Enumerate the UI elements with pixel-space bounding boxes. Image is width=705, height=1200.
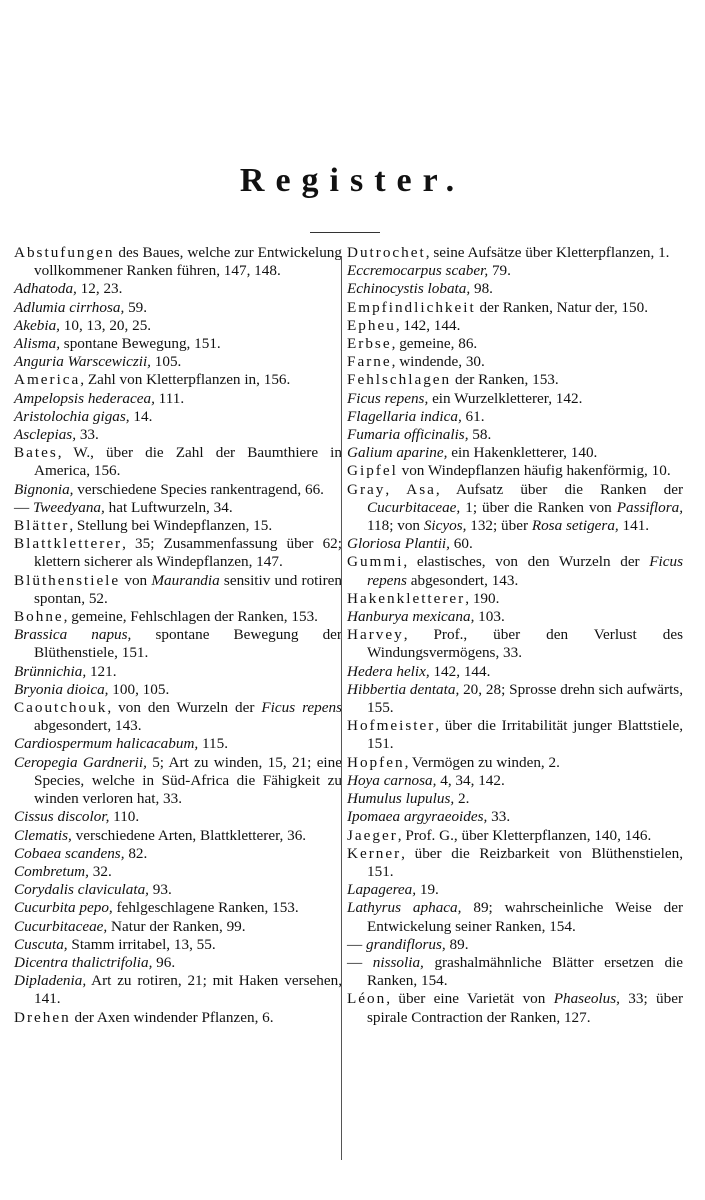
entry-italic-term: Cobaea scandens, [14,844,125,862]
index-entry [14,280,342,298]
entry-italic-term: Ceropegia Gardnerii, [14,753,147,771]
entry-italic-term: Asclepias, [14,426,77,444]
entry-italic-term: Cuscuta, [14,935,68,953]
entry-text: , von den Wurzeln der [107,699,262,717]
entry-headword: Hopfen [347,753,405,771]
index-entry [347,754,683,772]
index-entry [14,881,342,899]
entry-text: , gemeine, 86. [391,335,478,353]
entry-headword: Abstufungen [14,244,115,261]
entry-italic-term: Anguria Warscewiczii, [14,353,151,371]
entry-headword: Bohne [14,608,64,626]
index-entry [347,881,683,899]
entry-italic-term: Brassica napus, [14,626,132,644]
entry-text: 132; über [466,517,532,535]
index-entry [14,808,342,826]
entry-text: , über die Reizbarkeit von Blüthenstielen, 151. [367,844,683,880]
index-entry [347,244,683,262]
index-entry [347,808,683,826]
entry-italic-term: nissolia, [372,953,424,971]
entry-text: von [120,571,152,589]
entry-italic-term: Hedera helix, [347,662,430,680]
title-rule [310,232,380,233]
entry-text: fehlgeschlagene Ranken, 153. [112,899,299,917]
entry-headword: Hofmeister [347,717,436,735]
index-entry [347,371,683,389]
entry-text: grashalmähnliche Blätter ersetzen die Ranken, 154. [367,953,684,990]
index-entry [347,426,683,444]
entry-text: 93. [148,881,172,899]
index-entry [14,426,342,444]
entry-text: , Aufsatz über die Ranken der [435,480,684,498]
index-entry [14,972,342,1008]
entry-text: , 142, 144. [395,316,461,334]
index-entry [14,481,342,499]
entry-italic-term: Adlumia cirrhosa, [14,298,125,316]
index-entry [347,772,683,790]
entry-text: 121. [86,662,117,680]
entry-italic-term: Rosa setigera, [531,517,619,535]
index-entry [347,717,683,753]
entry-italic-term: Ficus repens [367,553,683,589]
index-entry [14,371,342,389]
entry-text: 118; von [367,517,424,535]
entry-italic-term: Maurandia [151,571,220,589]
entry-text: 58. [468,426,492,444]
entry-text: 111. [154,389,185,407]
entry-text: , Prof., über den Verlust des Windungsvermögens, 33. [367,626,683,662]
index-entry [14,408,342,426]
entry-italic-term: Cucurbita pepo, [14,899,113,917]
entry-italic-term: Cardiospermum halicacabum, [14,735,199,753]
entry-headword: Jaeger [347,826,398,844]
entry-text: , [385,480,407,498]
index-entry [347,262,683,280]
entry-italic-term: Aristolochia gigas, [14,407,130,425]
index-column-left [14,244,342,1027]
index-entry [14,899,342,917]
index-entry [14,317,342,335]
index-entry [14,936,342,954]
entry-text: ein Wurzelkletterer, 142. [428,389,583,407]
entry-text: — [14,498,33,516]
index-entry [14,845,342,863]
index-entry [347,899,683,935]
entry-headword: Gummi [347,553,404,571]
index-entry [347,481,683,536]
entry-text: , W., über die Zahl der Baumthiere in America, 156. [34,444,342,480]
entry-italic-term: Cucurbitaceae, [14,917,108,935]
entry-italic-term: Hibbertia dentata, [347,680,460,698]
entry-text: 19. [416,881,439,899]
entry-text: 33. [487,808,511,826]
entry-italic-term: Adhatoda, [14,280,77,298]
entry-headword: Blattkletterer [14,535,123,553]
entry-text: der Ranken, 153. [451,371,559,389]
index-entry [14,499,342,517]
index-entry [347,790,683,808]
entry-text: 105. [150,353,182,371]
index-entry [347,408,683,426]
entry-text: 20, 28; Sprosse drehn sich aufwärts, 155. [367,680,683,717]
entry-italic-term: Cucurbitaceae, [367,498,461,516]
index-entry [14,626,342,662]
entry-text: 10, 13, 20, 25. [59,316,152,334]
entry-italic-term: Alisma, [14,335,60,353]
entry-text: spontane Bewegung, 151. [60,335,221,353]
entry-italic-term: Passiflora, [616,498,683,516]
entry-text: , elastisches, von den Wurzeln der [403,553,650,571]
index-entry [347,990,683,1026]
index-entry [347,827,683,845]
index-entry [14,353,342,371]
entry-italic-term: Tweedyana, [32,498,105,516]
entry-text: 89. [445,935,469,953]
entry-italic-term: Combretum, [14,862,89,880]
entry-headword: Epheu [347,316,396,334]
page-title: Register. [239,162,466,199]
entry-headword: Dutrochet [347,244,426,261]
index-entry [14,1009,342,1027]
entry-text: , über eine Varietät von [386,990,554,1008]
index-column-right [347,244,683,1027]
entry-italic-term: Phaseolus, [553,990,620,1008]
index-entry [347,936,683,954]
entry-text: 5; Art zu winden, 15, 21; eine Species, welche in Süd-Africa die Fähigkeit zu winden verloren hat, 33. [34,753,342,808]
entry-text: des Baues, welche zur Entwickelung vollkommener Ranken führen, 147, 148. [34,244,342,280]
entry-text: 96. [152,953,176,971]
entry-text: 103. [474,608,505,626]
entry-headword: Gipfel [347,462,398,480]
index-entry [14,444,342,480]
index-entry [14,335,342,353]
entry-headword: Harvey [347,626,404,644]
entry-text: 79. [488,262,511,280]
index-entry [347,390,683,408]
entry-text: spontane Bewegung der Blüthenstiele, 151. [34,626,342,662]
entry-text: 110. [109,808,140,826]
entry-text: 89; wahrscheinliche Weise der Entwickelung seiner Ranken, 154. [367,899,684,935]
entry-text: 100, 105. [108,680,170,698]
index-entry [14,918,342,936]
entry-text: hat Luftwurzeln, 34. [104,498,233,516]
entry-italic-term: Dicentra thalictrifolia, [14,953,153,971]
entry-headword: Erbse [347,335,392,353]
entry-text: Art zu rotiren, 21; mit Haken versehen, 141. [34,972,342,1008]
index-entry [14,827,342,845]
entry-text: 14. [129,407,153,425]
index-entry [347,353,683,371]
column-divider [341,256,342,1160]
entry-headword: Fehlschlagen [347,371,452,389]
entry-headword: Blüthenstiele [14,571,121,589]
index-entry [347,845,683,881]
entry-text: 141. [618,517,650,535]
entry-text: 115. [198,735,229,753]
index-entry [14,663,342,681]
entry-italic-term: Cissus discolor, [14,808,110,826]
entry-italic-term: Lathyrus aphaca, [347,899,462,917]
entry-italic-term: Fumaria officinalis, [347,426,469,444]
entry-text: 12, 23. [76,280,123,298]
entry-text: sensitiv und rotiren spontan, 52. [34,571,343,607]
index-entry [14,299,342,317]
entry-italic-term: Akebia, [14,316,60,334]
entry-text: 142, 144. [429,662,491,680]
index-entry [14,535,342,571]
entry-text: 32. [88,862,112,880]
entry-italic-term: Hanburya mexicana, [347,608,475,626]
index-entry [14,954,342,972]
entry-italic-term: Hoya carnosa, [347,771,437,789]
entry-text: 82. [124,844,148,862]
entry-italic-term: Clematis, [14,826,72,844]
entry-headword: Empfindlichkeit [347,298,476,316]
index-entry [347,335,683,353]
index-entry [14,608,342,626]
index-entry [347,663,683,681]
entry-text: , Vermögen zu winden, 2. [404,753,560,771]
index-entry [347,444,683,462]
entry-italic-term: Humulus lupulus, [347,790,455,808]
index-entry [14,517,342,535]
index-entry [14,699,342,735]
entry-text: verschiedene Arten, Blattkletterer, 36. [71,826,307,844]
entry-text: von Windepflanzen häufig hakenförmig, 10. [397,462,671,480]
entry-text: verschiedene Species rankentragend, 66. [73,480,324,498]
index-entry [14,572,342,608]
entry-text: 61. [461,407,485,425]
entry-headword: Asa [406,480,436,498]
index-entry [14,754,342,809]
entry-text: 60. [449,535,473,553]
entry-text: — [347,953,373,971]
index-entry [347,280,683,298]
entry-italic-term: Brünnichia, [14,662,87,680]
entry-text: 4, 34, 142. [436,771,505,789]
entry-text: 33. [76,426,99,444]
entry-italic-term: Ficus repens [261,699,342,717]
index-entry [14,681,342,699]
entry-italic-term: Ipomaea argyraeoides, [347,808,488,826]
entry-headword: Gray [347,480,386,498]
index-entry [347,681,683,717]
index-entry [347,590,683,608]
entry-headword: Caoutchouk [14,699,108,717]
entry-italic-term: Flagellaria indica, [347,407,462,425]
entry-headword: Farne [347,353,392,371]
index-entry [347,608,683,626]
entry-headword: Bates [14,444,58,462]
index-entry [14,244,342,280]
entry-text: , gemeine, Fehlschlagen der Ranken, 153. [63,608,318,626]
index-entry [347,535,683,553]
index-entry [14,735,342,753]
entry-text: der Axen windender Pflanzen, 6. [70,1008,274,1026]
entry-italic-term: Sicyos, [423,517,467,535]
entry-text: 33; über spirale Contraction der Ranken, 127. [367,990,683,1026]
entry-italic-term: Bryonia dioica, [14,680,109,698]
entry-italic-term: grandiflorus, [365,935,446,953]
index-entry [347,299,683,317]
entry-text: , Prof. G., über Kletterpflanzen, 140, 146. [397,826,652,844]
entry-italic-term: Eccremocarpus scaber, [347,262,489,280]
entry-text: , seine Aufsätze über Kletterpflanzen, 1. [425,244,670,261]
entry-italic-term: Gloriosa Plantii, [347,535,450,553]
entry-italic-term: Corydalis claviculata, [14,881,149,899]
index-entry [347,462,683,480]
entry-headword: Léon [347,990,387,1008]
entry-italic-term: Lapagerea, [347,881,417,899]
entry-text: , über die Irritabilität junger Blattstiele, 151. [367,717,683,753]
entry-text: — [347,935,366,953]
entry-headword: Kerner [347,844,402,862]
index-entry [347,317,683,335]
index-entry [14,863,342,881]
entry-text: der Ranken, Natur der, 150. [475,298,649,316]
entry-italic-term: Dipladenia, [14,972,87,990]
entry-italic-term: Ampelopsis hederacea, [14,389,155,407]
entry-text: 2. [454,790,470,808]
entry-text: , 190. [465,589,500,607]
entry-text: , Stellung bei Windepflanzen, 15. [69,517,273,535]
entry-italic-term: Echinocystis lobata, [347,280,471,298]
entry-headword: Drehen [14,1008,71,1026]
entry-italic-term: Ficus repens, [347,389,429,407]
entry-text: , windende, 30. [391,353,485,371]
entry-italic-term: Galium aparine, [347,444,448,462]
entry-text: ein Hakenkletterer, 140. [447,444,598,462]
entry-text: abgesondert, 143. [34,717,142,735]
entry-text: , 35; Zusammenfassung über 62; klettern sicherer als Windepflanzen, 147. [34,535,342,571]
entry-headword: America [14,371,81,389]
entry-text: Stamm irritabel, 13, 55. [67,935,216,953]
entry-text: 98. [470,280,493,298]
index-entry [347,626,683,662]
index-entry [347,553,683,589]
entry-text: 59. [124,298,148,316]
entry-text: abgesondert, 143. [406,571,519,589]
entry-text: 1; über die Ranken von [460,498,617,516]
entry-text: , Zahl von Kletterpflanzen in, 156. [80,371,291,389]
index-entry [14,390,342,408]
entry-headword: Blätter [14,517,70,535]
entry-text: Natur der Ranken, 99. [107,917,246,935]
index-entry [347,954,683,990]
entry-headword: Hakenkletterer [347,589,466,607]
entry-italic-term: Bignonia, [14,480,74,498]
